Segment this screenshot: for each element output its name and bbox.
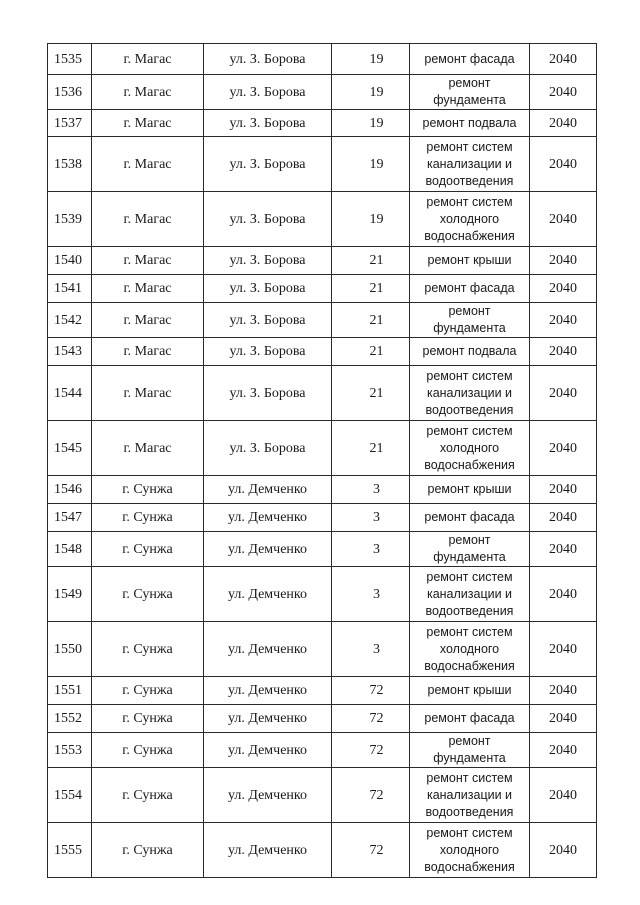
work-type-cell (410, 768, 530, 823)
work-type-line: ремонт систем (426, 569, 513, 584)
street-cell: ул. З. Борова (204, 247, 332, 275)
work-type-line: канализации и (426, 156, 513, 171)
house-number-cell: 19 (332, 75, 410, 110)
street-cell: ул. Демченко (204, 733, 332, 768)
work-type-line: водоснабжения (424, 228, 515, 243)
work-type-line: ремонт фасада (424, 51, 515, 66)
house-number-cell: 21 (332, 338, 410, 366)
row-number-cell: 1540 (48, 247, 92, 275)
year-cell: 2040 (530, 192, 597, 247)
table-row (48, 275, 597, 303)
city-cell: г. Магас (92, 275, 204, 303)
city-cell: г. Магас (92, 137, 204, 192)
house-number-cell: 72 (332, 823, 410, 878)
city-cell: г. Магас (92, 44, 204, 75)
table-row (48, 366, 597, 421)
work-type-cell (410, 705, 530, 733)
city-cell: г. Магас (92, 110, 204, 137)
year-cell: 2040 (530, 421, 597, 476)
year-cell: 2040 (530, 44, 597, 75)
row-number-cell: 1552 (48, 705, 92, 733)
table-row (48, 421, 597, 476)
work-type-line: водоотведения (425, 603, 514, 618)
row-number-cell: 1546 (48, 476, 92, 504)
year-cell: 2040 (530, 476, 597, 504)
table-row (48, 247, 597, 275)
table-row (48, 44, 597, 75)
street-cell: ул. Демченко (204, 622, 332, 677)
work-type-cell (410, 366, 530, 421)
row-number-cell: 1547 (48, 504, 92, 532)
house-number-cell: 72 (332, 768, 410, 823)
work-type-line: водоснабжения (424, 658, 515, 673)
year-cell: 2040 (530, 733, 597, 768)
house-number-cell: 3 (332, 476, 410, 504)
work-type-line: холодного (439, 842, 500, 857)
work-type-line: ремонт систем (426, 624, 513, 639)
work-type-cell (410, 823, 530, 878)
street-cell: ул. З. Борова (204, 421, 332, 476)
row-number-cell: 1541 (48, 275, 92, 303)
street-cell: ул. З. Борова (204, 75, 332, 110)
house-number-cell: 19 (332, 192, 410, 247)
work-type-line: канализации и (426, 586, 513, 601)
house-number-cell: 3 (332, 567, 410, 622)
work-type-cell (410, 622, 530, 677)
year-cell: 2040 (530, 137, 597, 192)
work-type-line: фундамента (433, 321, 506, 335)
row-number-cell: 1553 (48, 733, 92, 768)
row-number-cell: 1548 (48, 532, 92, 567)
city-cell: г. Сунжа (92, 705, 204, 733)
house-number-cell: 19 (332, 137, 410, 192)
work-type-line: ремонт крыши (427, 253, 512, 267)
house-number-cell: 3 (332, 622, 410, 677)
year-cell: 2040 (530, 823, 597, 878)
work-type-cell (410, 733, 530, 768)
street-cell: ул. Демченко (204, 768, 332, 823)
table-row (48, 338, 597, 366)
work-type-line: водоотведения (425, 804, 514, 819)
work-type-cell (410, 275, 530, 303)
year-cell: 2040 (530, 504, 597, 532)
work-type-line: фундамента (433, 93, 506, 107)
row-number-cell: 1543 (48, 338, 92, 366)
street-cell: ул. З. Борова (204, 110, 332, 137)
row-number-cell: 1549 (48, 567, 92, 622)
year-cell: 2040 (530, 75, 597, 110)
work-type-line: водоснабжения (424, 457, 515, 472)
city-cell: г. Магас (92, 192, 204, 247)
street-cell: ул. Демченко (204, 567, 332, 622)
work-type-cell (410, 567, 530, 622)
table-row (48, 733, 597, 768)
street-cell: ул. Демченко (204, 705, 332, 733)
house-number-cell: 19 (332, 44, 410, 75)
house-number-cell: 3 (332, 532, 410, 567)
work-type-cell (410, 75, 530, 110)
work-type-line: ремонт крыши (427, 683, 512, 697)
work-type-line: водоснабжения (424, 859, 515, 874)
work-type-line: ремонт (448, 533, 491, 547)
year-cell: 2040 (530, 705, 597, 733)
table-row (48, 75, 597, 110)
work-type-line: водоотведения (425, 173, 514, 188)
work-type-cell (410, 677, 530, 705)
row-number-cell: 1544 (48, 366, 92, 421)
table-row (48, 622, 597, 677)
city-cell: г. Магас (92, 247, 204, 275)
work-type-cell (410, 504, 530, 532)
year-cell: 2040 (530, 366, 597, 421)
work-type-cell (410, 110, 530, 137)
row-number-cell: 1550 (48, 622, 92, 677)
row-number-cell: 1538 (48, 137, 92, 192)
house-number-cell: 3 (332, 504, 410, 532)
work-type-line: холодного (439, 641, 500, 656)
table-row (48, 110, 597, 137)
table-row (48, 705, 597, 733)
street-cell: ул. З. Борова (204, 137, 332, 192)
year-cell: 2040 (530, 110, 597, 137)
row-number-cell: 1539 (48, 192, 92, 247)
city-cell: г. Сунжа (92, 823, 204, 878)
table-row (48, 532, 597, 567)
year-cell: 2040 (530, 303, 597, 338)
table-row (48, 823, 597, 878)
work-type-line: фундамента (433, 751, 506, 765)
work-type-line: водоотведения (425, 402, 514, 417)
table-row (48, 192, 597, 247)
table-row (48, 677, 597, 705)
table-row (48, 504, 597, 532)
work-type-line: ремонт систем (426, 139, 513, 154)
year-cell: 2040 (530, 275, 597, 303)
repair-schedule-table (47, 43, 597, 878)
street-cell: ул. Демченко (204, 677, 332, 705)
work-type-line: ремонт (448, 76, 491, 90)
year-cell: 2040 (530, 677, 597, 705)
street-cell: ул. З. Борова (204, 192, 332, 247)
table-row (48, 303, 597, 338)
street-cell: ул. З. Борова (204, 366, 332, 421)
work-type-line: фундамента (433, 550, 506, 564)
work-type-line: ремонт систем (426, 825, 513, 840)
year-cell: 2040 (530, 338, 597, 366)
house-number-cell: 72 (332, 705, 410, 733)
work-type-line: ремонт подвала (422, 115, 517, 130)
year-cell: 2040 (530, 567, 597, 622)
work-type-line: ремонт подвала (422, 344, 517, 358)
work-type-line: ремонт фасада (424, 281, 515, 295)
city-cell: г. Сунжа (92, 768, 204, 823)
work-type-cell (410, 44, 530, 75)
table-body (48, 44, 597, 878)
street-cell: ул. Демченко (204, 532, 332, 567)
work-type-line: ремонт систем (426, 423, 513, 438)
work-type-cell (410, 338, 530, 366)
year-cell: 2040 (530, 768, 597, 823)
street-cell: ул. З. Борова (204, 338, 332, 366)
work-type-line: ремонт фасада (424, 711, 515, 725)
work-type-line: ремонт (448, 304, 491, 318)
house-number-cell: 72 (332, 733, 410, 768)
work-type-line: канализации и (426, 385, 513, 400)
work-type-line: ремонт (448, 734, 491, 748)
work-type-line: ремонт систем (426, 194, 513, 209)
city-cell: г. Сунжа (92, 532, 204, 567)
street-cell: ул. Демченко (204, 476, 332, 504)
work-type-line: холодного (439, 440, 500, 455)
city-cell: г. Магас (92, 75, 204, 110)
table-row (48, 768, 597, 823)
work-type-cell (410, 421, 530, 476)
row-number-cell: 1537 (48, 110, 92, 137)
street-cell: ул. Демченко (204, 823, 332, 878)
row-number-cell: 1545 (48, 421, 92, 476)
house-number-cell: 21 (332, 247, 410, 275)
street-cell: ул. З. Борова (204, 275, 332, 303)
row-number-cell: 1536 (48, 75, 92, 110)
house-number-cell: 21 (332, 421, 410, 476)
work-type-line: ремонт систем (426, 368, 513, 383)
row-number-cell: 1551 (48, 677, 92, 705)
table-row (48, 476, 597, 504)
city-cell: г. Магас (92, 421, 204, 476)
year-cell: 2040 (530, 532, 597, 567)
city-cell: г. Сунжа (92, 476, 204, 504)
house-number-cell: 21 (332, 275, 410, 303)
row-number-cell: 1554 (48, 768, 92, 823)
work-type-line: канализации и (426, 787, 513, 802)
city-cell: г. Сунжа (92, 622, 204, 677)
city-cell: г. Сунжа (92, 677, 204, 705)
work-type-cell (410, 137, 530, 192)
city-cell: г. Магас (92, 303, 204, 338)
row-number-cell: 1555 (48, 823, 92, 878)
street-cell: ул. З. Борова (204, 303, 332, 338)
city-cell: г. Магас (92, 338, 204, 366)
work-type-cell (410, 476, 530, 504)
work-type-cell (410, 192, 530, 247)
work-type-cell (410, 247, 530, 275)
row-number-cell: 1535 (48, 44, 92, 75)
table-row (48, 137, 597, 192)
work-type-cell (410, 532, 530, 567)
work-type-line: холодного (439, 211, 500, 226)
row-number-cell: 1542 (48, 303, 92, 338)
city-cell: г. Сунжа (92, 567, 204, 622)
year-cell: 2040 (530, 622, 597, 677)
house-number-cell: 19 (332, 110, 410, 137)
city-cell: г. Магас (92, 366, 204, 421)
house-number-cell: 21 (332, 366, 410, 421)
city-cell: г. Сунжа (92, 733, 204, 768)
work-type-cell (410, 303, 530, 338)
table-row (48, 567, 597, 622)
work-type-line: ремонт фасада (424, 510, 515, 524)
work-type-line: ремонт систем (426, 770, 513, 785)
house-number-cell: 72 (332, 677, 410, 705)
street-cell: ул. Демченко (204, 504, 332, 532)
work-type-line: ремонт крыши (427, 482, 512, 496)
house-number-cell: 21 (332, 303, 410, 338)
year-cell: 2040 (530, 247, 597, 275)
street-cell: ул. З. Борова (204, 44, 332, 75)
city-cell: г. Сунжа (92, 504, 204, 532)
